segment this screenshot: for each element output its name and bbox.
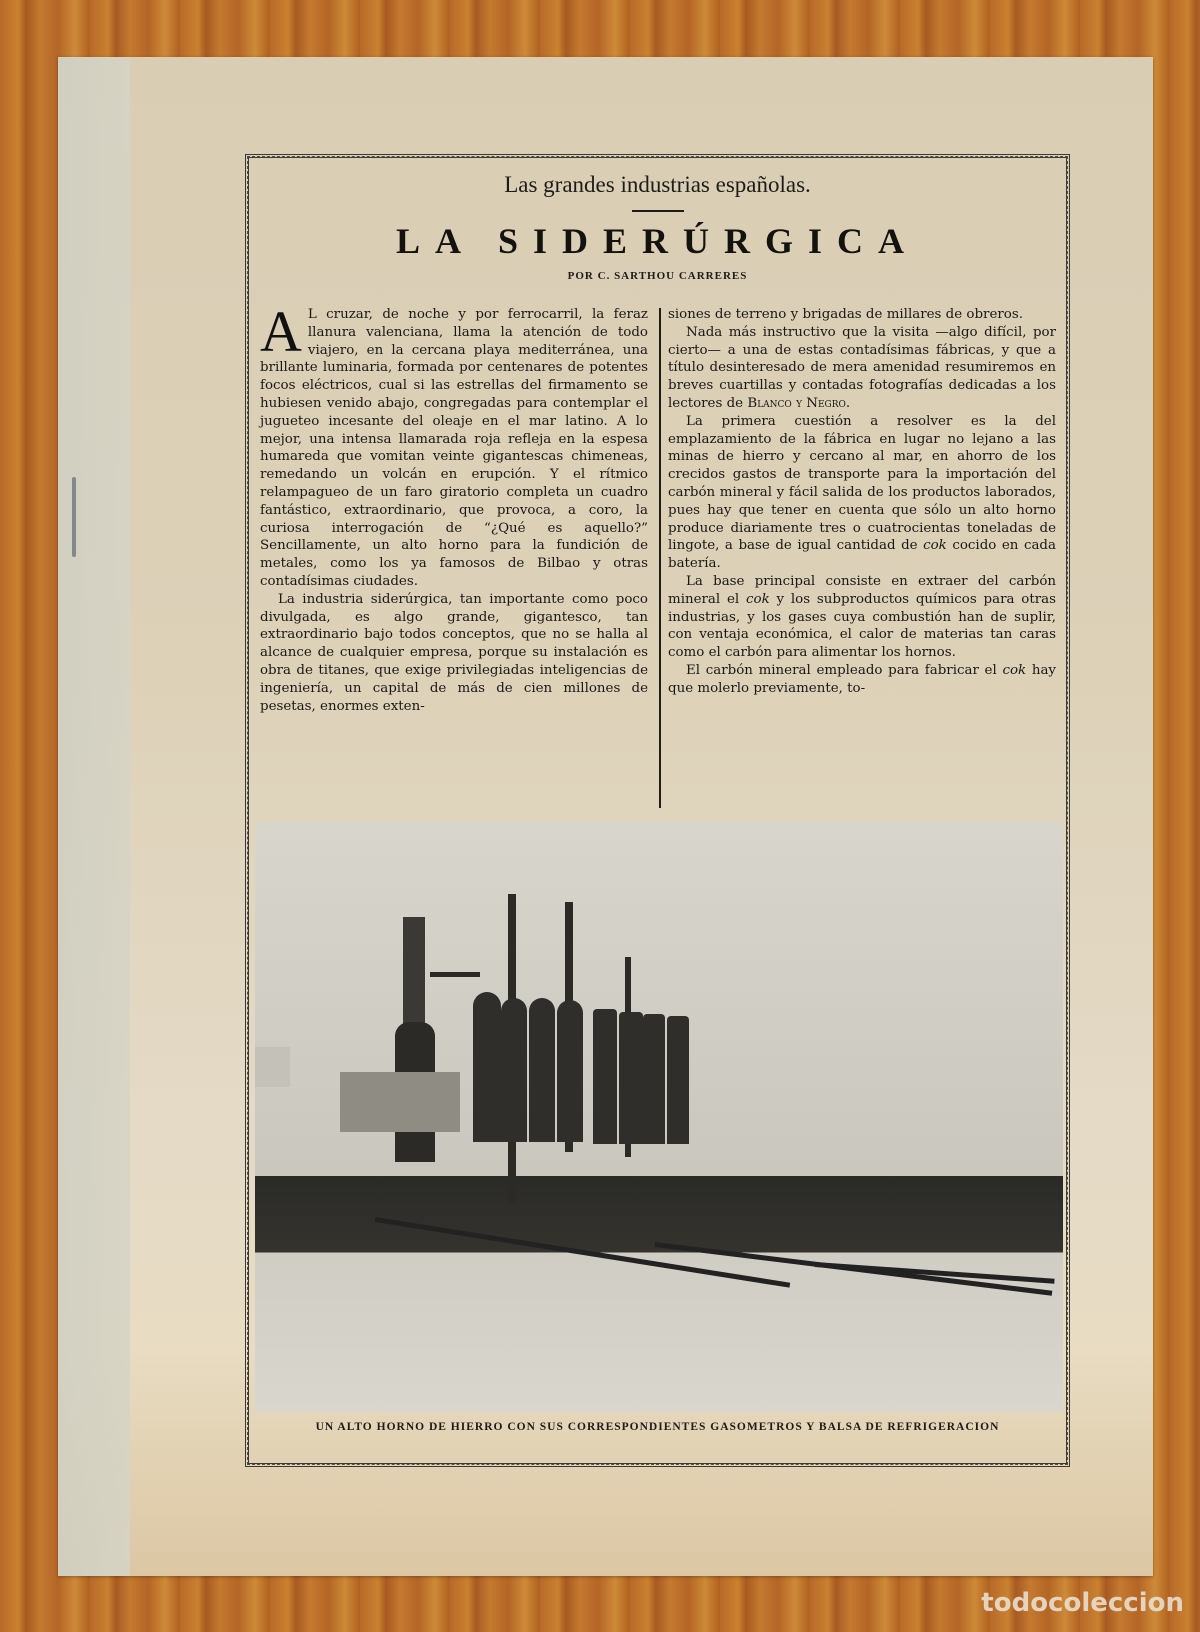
article-kicker: Las grandes industrias españolas. xyxy=(504,172,811,197)
publication-name: Blanco y Negro xyxy=(747,395,846,411)
paragraph: Nada más instructivo que la visita —algo difícil, por cierto— a una de estas contadísimas fábricas, y que a título desinteresado de mera amenidad resumiremos en breves cuartillas y contadas fotografías dedicadas a los lectores de Blanco y Negro. xyxy=(668,324,1056,411)
tape-strip xyxy=(58,57,130,1576)
article-byline: POR C. SARTHOU CARRERES xyxy=(567,270,748,282)
paragraph: A L cruzar, de noche y por ferrocarril, la feraz llanura valenciana, llama la atención de todo viajero, en la cercana playa mediterránea, una brillante luminaria, formada por centenares de potentes focos eléctricos, cual si las estrellas del firmamento se hubiesen venido abajo, congregadas para contemplar el jugueteo incesante del oleaje en el mar latino. A lo mejor, una intensa llamarada roja refleja en la espesa humareda que vomitan veinte gigantescas chimeneas, remedando un volcán en erupción. Y el rítmico relampagueo de un faro giratorio completa un cuadro fantástico, extraordinario, que provoca, a coro, la curiosa interrogación de “¿Qué es aquello?” Sencillamente, un alto horno para la fundición de metales, como los ya famosos de Bilbao y otras contadísimas ciudades. xyxy=(260,299,648,589)
pen-mark xyxy=(72,477,76,557)
article-frame xyxy=(245,154,1070,1467)
photo-caption: UN ALTO HORNO DE HIERRO CON SUS CORRESPONDIENTES GASOMETROS Y BALSA DE REFRIGERACION xyxy=(315,1421,1000,1433)
watermark-logo: todocoleccion xyxy=(981,1588,1184,1618)
drop-cap: A xyxy=(260,299,302,364)
text-column-2 xyxy=(668,306,1056,698)
article-title: LA SIDERÚRGICA xyxy=(395,221,920,261)
column-divider xyxy=(659,308,661,808)
newspaper-page xyxy=(58,57,1153,1576)
title-rule xyxy=(632,210,684,212)
paragraph: siones de terreno y brigadas de millares de obreros. xyxy=(668,307,1023,322)
paragraph: La base principal consiste en extraer del carbón mineral el cok y los subproductos químicos para otras industrias, y los gases cuya combustión han de suplir, con ventaja económica, el calor de materias tan caras como el carbón para alimentar los hornos. xyxy=(668,573,1056,661)
text-column-1 xyxy=(260,299,648,715)
paragraph: El carbón mineral empleado para fabricar el cok hay que molerlo previamente, to- xyxy=(668,662,1056,696)
paragraph: La primera cuestión a resolver es la del emplazamiento de la fábrica en lugar no lejano a las minas de hierro y cercano al mar, en ahorro de los crecidos gastos de transporte para la importación del carbón mineral y fácil salida de los productos laborados, pues hay que tener en cuenta que sólo un alto horno produce diariamente tres o cuatrocientas toneladas de lingote, a base de igual cantidad de cok cocido en cada batería. xyxy=(668,413,1056,572)
factory-photo xyxy=(255,822,1063,1412)
paragraph: La industria siderúrgica, tan importante como poco divulgada, es algo grande, gigantesco, tan extraordinario bajo todos conceptos, que no se halla al alcance de cualquier empresa, porque su instalación es obra de titanes, que exige privilegiadas inteligencias de ingeniería, un capital de más de cien millones de pesetas, enormes exten- xyxy=(260,591,648,714)
